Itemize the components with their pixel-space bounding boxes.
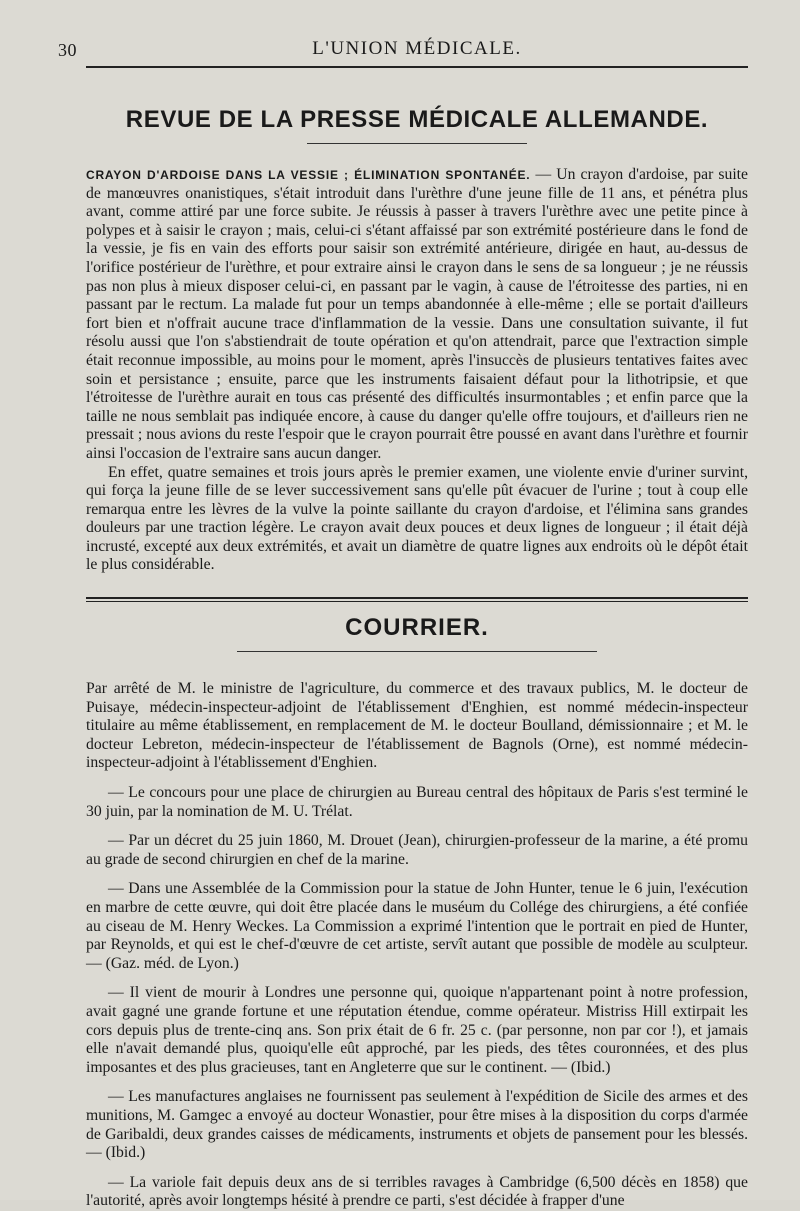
article-paragraph-2: En effet, quatre semaines et trois jours après le premier examen, une violente envie d'uriner survint, qui força la jeune fille de se lever successivement sans qu'elle pût évacuer de l'urine ; tout à coup elle remarqua entre les lèvres de la vulve la pointe saillante du crayon d'ardoise, et l'élimina sans grandes douleurs par une traction légère. Le crayon avait deux pouces et deux lignes de longueur ; il était déjà incrusté, excepté aux deux extrémités, et avait un diamètre de quatre lignes aux endroits où le dépôt était le plus considérable. (86, 463, 748, 574)
article-paragraph-1 (86, 166, 748, 464)
article-lead-caps: CRAYON D'ARDOISE DANS LA VESSIE ; ÉLIMINATION SPONTANÉE. (86, 168, 531, 182)
article-crayon-ardoise (86, 166, 748, 575)
journal-title: L'UNION MÉDICALE. (312, 38, 522, 59)
section-title-revue: REVUE DE LA PRESSE MÉDICALE ALLEMANDE. (86, 106, 748, 144)
running-head (58, 36, 748, 68)
news-item-manufactures: — Les manufactures anglaises ne fournissent pas seulement à l'expédition de Sicile des armes et des munitions, M. Gamgec a envoyé au docteur Wonastier, pour être mises à la disposition du corps d'armée de Garibaldi, deux grandes caisses de médicaments, instruments et objets de pansement pour les blessés. — (Ibid.) (86, 1088, 748, 1162)
news-item-londres: — Il vient de mourir à Londres une personne qui, quoique n'appartenant point à notre profession, avait gagné une grande fortune et une réputation étendue, comme opérateur. Mistriss Hill extirpait les cors depuis plus de trente-cinq ans. Son prix était de 6 fr. 25 c. (par personne, non par cor !), et jamais elle n'avait demandé plus, quoiqu'elle eût approché, par les pieds, des têtes couronnées, et des plus imposantes et des plus gracieuses, tant en Angleterre que sur le continent. — (Ibid.) (86, 984, 748, 1076)
news-item-concours: — Le concours pour une place de chirurgien au Bureau central des hôpitaux de Paris s'est terminé le 30 juin, par la nomination de M. U. Trélat. (86, 784, 748, 820)
news-item-ministre: Par arrêté de M. le ministre de l'agriculture, du commerce et des travaux publics, M. le docteur de Puisaye, médecin-inspecteur-adjoint de l'établissement d'Enghien, est nommé médecin-inspecteur titulaire au même établissement, en remplacement de M. le docteur Boulland, démissionnaire ; et M. le docteur Lebreton, médecin-inspecteur de l'établissement de Bagnols (Orne), est nommé médecin-inspecteur-adjoint à l'établissement d'Enghien. (86, 680, 748, 772)
news-item-variole: — La variole fait depuis deux ans de si terribles ravages à Cambridge (6,500 décès en 1858) que l'autorité, après avoir longtemps hésité à prendre ce parti, s'est décidée à frapper d'une (86, 1173, 748, 1210)
section-title-courrier: COURRIER. (86, 614, 748, 652)
section-divider (86, 597, 748, 602)
article-paragraph-1-text: — Un crayon d'ardoise, par suite de manœuvres onanistiques, s'était introduit dans l'urèthre d'une jeune fille de 11 ans, et pénétra plus avant, comme attiré par une force subite. Je réussis à passer à travers l'urèthre avec une petite pince à polypes et à saisir le crayon ; mais, celui-ci s'étant affaissé par son extrémité postérieure dans le fond de la vessie, je fis en vain des efforts pour saisir son extrémité antérieure, dirigée en haut, au-dessus de l'orifice postérieur de l'urèthre, et pour extraire ainsi le crayon dans le sens de sa longueur ; je ne réussis pas non plus à mieux disposer celui-ci, en passant par le vagin, à cause de l'étroitesse des parties, ni en passant par le rectum. La malade fut pour un temps abandonnée à elle-même ; elle se portait d'ailleurs fort bien et n'offrait aucune trace d'inflammation de la vessie. Dans une consultation suivante, il fut résolu aussi que l'on s'abstiendrait de toute opération et qu'on attendrait, parce que l'extraction simple était reconnue impossible, au moins pour le moment, après l'insuccès de plusieurs tentatives faites avec soin et persistance ; ensuite, parce que les instruments faisaient défaut pour la lithotripsie, et que l'étroitesse de l'urèthre aurait en tous cas présenté des difficultés insurmontables ; et enfin parce que la taille ne nous semblait pas indiquée encore, à cause du danger qu'elle offre toujours, et d'ailleurs rien ne pressait ; nous avions du reste l'espoir que le crayon pourrait être poussé en avant dans l'urèthre et fournir ainsi l'occasion de l'extraire sans aucun danger. (86, 166, 749, 462)
news-item-decret: — Par un décret du 25 juin 1860, M. Drouet (Jean), chirurgien-professeur de la marine, a été promu au grade de second chirurgien en chef de la marine. (86, 832, 748, 868)
news-item-hunter: — Dans une Assemblée de la Commission pour la statue de John Hunter, tenue le 6 juin, l'exécution en marbre de cette œuvre, qui doit être placée dans le muséum du Collége des chirurgiens, a été confiée au ciseau de M. Henry Weckes. La Commission a exprimé l'intention que le portrait en pied de Hunter, par Reynolds, et qui est le chef-d'œuvre de cet artiste, servît autant que possible de modèle au sculpteur. — (Gaz. méd. de Lyon.) (86, 880, 748, 972)
courrier-news (86, 680, 748, 1211)
page-number: 30 (58, 40, 77, 60)
